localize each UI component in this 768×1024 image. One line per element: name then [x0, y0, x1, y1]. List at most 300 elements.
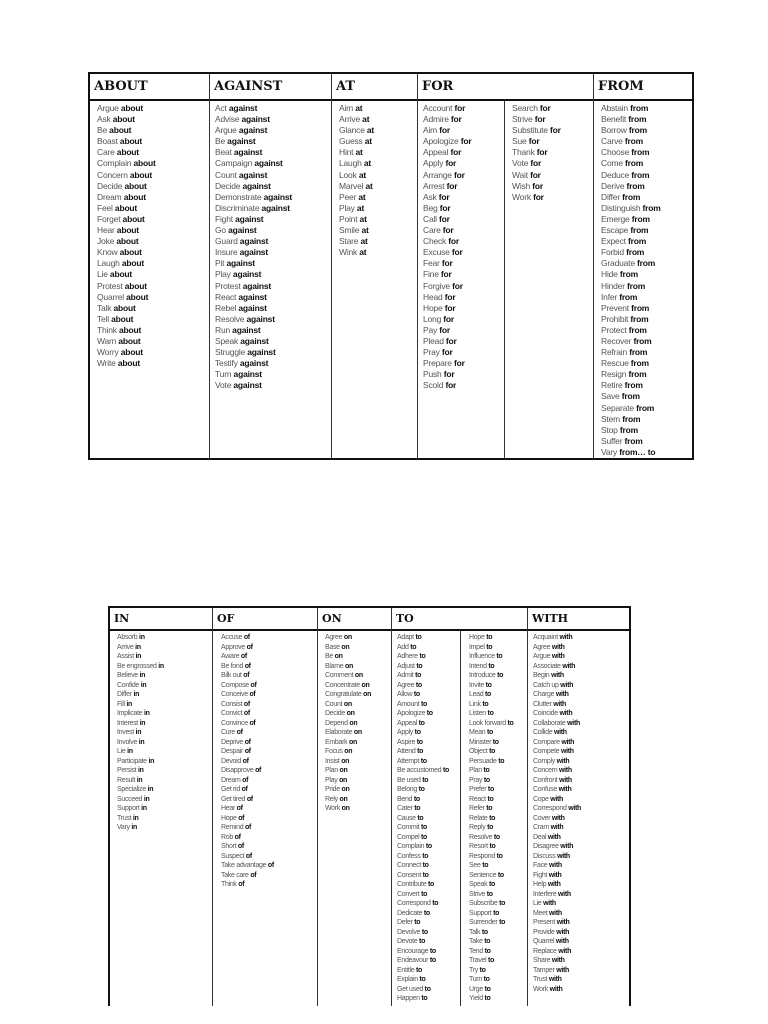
preposition: to	[492, 738, 499, 746]
list-item	[469, 633, 514, 643]
list-item	[339, 136, 374, 147]
verb: Save	[601, 391, 620, 402]
verb: Aspire	[397, 738, 416, 746]
list-item	[397, 747, 449, 757]
list-item	[97, 292, 156, 303]
header-from: FROM	[598, 79, 644, 94]
preposition: for	[533, 191, 544, 202]
preposition: for	[534, 114, 546, 125]
preposition: to	[489, 843, 496, 850]
verb: Intend	[469, 662, 487, 670]
list-item	[215, 369, 292, 380]
list-item	[397, 871, 449, 881]
list-item	[397, 757, 449, 767]
preposition: to	[416, 738, 423, 746]
list-item	[397, 738, 449, 748]
verb: Plead	[423, 335, 444, 346]
preposition: to	[422, 862, 429, 869]
preposition: to	[484, 985, 491, 993]
verb: Vote	[512, 158, 529, 169]
verb: Minister	[469, 738, 492, 746]
preposition: from	[628, 114, 647, 125]
list-item	[533, 662, 581, 672]
list-item	[601, 225, 661, 236]
list-item	[215, 125, 292, 136]
preposition: on	[346, 710, 355, 717]
list-item	[533, 690, 581, 700]
list-item	[601, 403, 661, 414]
list-item	[533, 928, 581, 938]
verb: Hint	[339, 147, 354, 158]
list-item	[97, 158, 156, 169]
header-at: AT	[336, 79, 356, 94]
list-item	[533, 643, 581, 653]
preposition: on	[348, 738, 357, 746]
verb: Complain	[97, 158, 132, 169]
list-item	[221, 719, 274, 729]
verb: Look	[339, 169, 357, 180]
list-item	[533, 909, 581, 919]
preposition: from	[622, 191, 641, 202]
preposition: from	[619, 291, 638, 302]
preposition: with	[548, 871, 562, 879]
verb: Protest	[215, 280, 241, 291]
verb: Add	[397, 643, 409, 651]
in-column	[117, 633, 164, 833]
verb: Arrange	[423, 169, 452, 180]
preposition: to	[419, 653, 426, 660]
preposition: from	[626, 180, 645, 191]
list-item	[397, 975, 449, 985]
list-item	[469, 842, 514, 852]
verb: Graduate	[601, 258, 635, 269]
verb: Protect	[601, 324, 627, 335]
preposition: about	[120, 103, 143, 113]
preposition: at	[359, 213, 367, 224]
verb: Talk	[97, 302, 112, 313]
list-item	[469, 814, 514, 824]
preposition: with	[559, 776, 572, 784]
list-item	[325, 719, 371, 729]
verb: Entitle	[397, 966, 415, 974]
verb: Excuse	[423, 247, 450, 258]
list-item	[221, 671, 274, 681]
verb: Complain	[397, 843, 425, 850]
verb: Work	[533, 985, 549, 993]
verb: Introduce	[469, 672, 496, 679]
verb: Base	[325, 643, 340, 651]
verb: Arrive	[339, 114, 360, 125]
preposition: from	[626, 247, 645, 258]
list-item	[533, 861, 581, 871]
preposition: in	[141, 805, 147, 812]
list-item	[601, 158, 661, 169]
verb: Allow	[397, 691, 413, 698]
list-item	[397, 681, 449, 691]
list-item	[397, 928, 449, 938]
preposition: about	[118, 335, 141, 346]
column-divider	[391, 608, 392, 1006]
list-item	[397, 719, 449, 729]
verb: Stare	[339, 236, 359, 247]
verb: Short	[221, 843, 237, 850]
preposition: to	[486, 805, 493, 812]
preposition: with	[560, 748, 574, 755]
verb: Hope	[423, 302, 443, 313]
verb: Present	[533, 919, 556, 926]
verb: Deal	[533, 833, 547, 841]
preposition: in	[135, 643, 141, 651]
verb: Hear	[221, 805, 235, 812]
verb: Smile	[339, 225, 360, 236]
verb: Count	[215, 169, 237, 180]
list-item	[423, 281, 471, 292]
preposition: about	[109, 125, 132, 136]
verb: Prevent	[601, 302, 629, 313]
verb: Refrain	[601, 347, 628, 358]
preposition: in	[140, 681, 147, 689]
list-item	[221, 757, 274, 767]
verb: React	[469, 795, 486, 803]
list-item	[397, 947, 449, 957]
list-item	[325, 795, 371, 805]
preposition: against	[232, 269, 262, 280]
list-item	[97, 358, 156, 369]
preposition: with	[558, 947, 572, 955]
list-item	[533, 937, 581, 947]
verb: Look forward	[469, 719, 506, 727]
preposition: to	[483, 767, 490, 774]
list-item	[469, 728, 514, 738]
preposition: to	[486, 634, 493, 641]
verb: Associate	[533, 662, 561, 670]
verb: Rescue	[601, 358, 629, 369]
verb: Correspond	[533, 805, 567, 812]
verb: Decide	[97, 180, 123, 191]
preposition: for	[450, 114, 462, 125]
verb: Strive	[512, 114, 533, 125]
preposition: about	[116, 236, 139, 247]
verb: Connect	[397, 862, 421, 869]
verb: Cram	[533, 824, 549, 831]
list-item	[469, 823, 514, 833]
preposition: in	[127, 748, 133, 755]
preposition: about	[109, 269, 133, 280]
list-item	[97, 181, 156, 192]
preposition: in	[147, 786, 154, 793]
list-item	[221, 681, 274, 691]
preposition: to	[486, 643, 493, 651]
verb: Compose	[221, 681, 249, 689]
verb: Persist	[117, 767, 137, 774]
preposition: on	[361, 681, 370, 689]
preposition: for	[442, 225, 454, 236]
preposition: against	[241, 114, 270, 125]
list-item	[397, 956, 449, 966]
verb: Lie	[117, 748, 126, 755]
list-item	[469, 994, 514, 1004]
list-item	[117, 681, 164, 691]
list-item	[215, 247, 292, 258]
preposition: of	[243, 672, 250, 679]
list-item	[601, 425, 661, 436]
verb: Guess	[339, 136, 363, 147]
preposition: for	[444, 291, 456, 302]
preposition: to	[507, 719, 514, 727]
list-item	[533, 956, 581, 966]
list-item	[601, 125, 661, 136]
list-item	[397, 880, 449, 890]
verb: Explain	[397, 976, 418, 983]
preposition: about	[129, 169, 153, 180]
list-item	[397, 814, 449, 824]
verb: Suffer	[601, 435, 623, 446]
preposition: from	[624, 380, 643, 391]
column-divider	[417, 74, 418, 458]
verb: Take care	[221, 871, 249, 879]
preposition: to	[421, 995, 428, 1002]
verb: Decide	[325, 710, 345, 717]
header-to: TO	[396, 612, 414, 625]
preposition: with	[553, 700, 566, 708]
list-item	[533, 757, 581, 767]
list-item	[533, 728, 581, 738]
verb: Hear	[97, 225, 115, 236]
verb: Tell	[97, 313, 109, 324]
verb: Aim	[339, 103, 354, 113]
preposition: for	[441, 258, 453, 269]
verb: Resolve	[215, 313, 245, 324]
preposition: with	[551, 643, 565, 651]
preposition: with	[551, 653, 565, 660]
list-item	[533, 842, 581, 852]
preposition: to	[420, 757, 427, 765]
preposition: to	[499, 919, 506, 926]
preposition: against	[233, 380, 262, 391]
verb: Aware	[221, 653, 240, 660]
list-item	[221, 871, 274, 881]
verb: Point	[339, 213, 358, 224]
preposition: from	[628, 324, 647, 335]
list-item	[325, 652, 371, 662]
verb: Push	[423, 369, 442, 380]
list-item	[601, 258, 661, 269]
verb: Confide	[117, 681, 140, 689]
list-item	[601, 203, 661, 214]
verb: Argue	[215, 125, 237, 136]
list-item	[423, 192, 471, 203]
preposition: to	[496, 653, 503, 660]
list-item	[423, 292, 471, 303]
verb: Infer	[601, 291, 618, 302]
verb: Be fond	[221, 662, 244, 670]
preposition: with	[549, 862, 562, 869]
list-item	[215, 103, 292, 114]
list-item	[339, 192, 374, 203]
verb: Apply	[423, 158, 444, 169]
preposition: against	[247, 347, 276, 358]
preposition: of	[246, 795, 253, 803]
preposition: of	[245, 852, 252, 860]
verb: Support	[469, 909, 492, 917]
list-item	[117, 709, 164, 719]
preposition: about	[116, 225, 139, 236]
preposition: against	[238, 125, 268, 136]
list-item	[423, 258, 471, 269]
verb: Try	[469, 966, 478, 974]
preposition: of	[240, 653, 247, 660]
verb: Stop	[601, 424, 618, 435]
list-item	[601, 292, 661, 303]
preposition: to	[487, 824, 494, 831]
list-item	[423, 136, 471, 147]
preposition: at	[366, 125, 375, 136]
list-item	[117, 823, 164, 833]
verb: Confess	[397, 852, 421, 860]
verb: Link	[469, 700, 481, 708]
verb: Call	[423, 213, 437, 224]
preposition: from	[619, 269, 638, 280]
list-item	[221, 785, 274, 795]
verb: Disapprove	[221, 767, 254, 774]
list-item	[97, 281, 156, 292]
list-item	[221, 738, 274, 748]
list-item	[423, 269, 471, 280]
verb: Fill	[117, 700, 125, 708]
preposition: to	[486, 729, 493, 736]
verb: Encourage	[397, 947, 429, 955]
preposition: with	[550, 795, 563, 803]
verb: Substitute	[512, 125, 548, 136]
list-item	[533, 709, 581, 719]
list-item	[97, 147, 156, 158]
list-item	[339, 158, 374, 169]
list-item	[397, 662, 449, 672]
verb: Admire	[423, 114, 449, 125]
preposition: for	[532, 180, 543, 191]
preposition: to	[416, 662, 423, 670]
preposition: from	[621, 391, 640, 402]
list-item	[339, 236, 374, 247]
preposition: against	[240, 335, 269, 346]
verb: Apply	[397, 729, 414, 736]
preposition: on	[353, 729, 362, 736]
verb: Plan	[325, 767, 338, 774]
preposition: with	[556, 919, 570, 926]
list-item	[221, 643, 274, 653]
to-column-2	[469, 633, 514, 1004]
verb: Rob	[221, 833, 233, 841]
verb: Catch up	[533, 681, 559, 689]
list-item	[397, 899, 449, 909]
list-item	[512, 125, 561, 136]
preposition: with	[559, 634, 573, 641]
list-item	[117, 662, 164, 672]
preposition: for	[446, 180, 458, 191]
preposition: against	[239, 247, 268, 258]
verb: Fine	[423, 269, 439, 280]
column-divider	[317, 608, 318, 1006]
list-item	[215, 236, 292, 247]
preposition: to	[417, 748, 424, 755]
preposition: about	[113, 302, 136, 313]
verb: Prefer	[469, 786, 487, 793]
verb: Confront	[533, 776, 558, 784]
verb: See	[469, 862, 481, 869]
preposition: to	[418, 786, 425, 793]
verb: Differ	[117, 691, 132, 698]
preposition: with	[557, 852, 570, 860]
preposition: for	[443, 313, 455, 324]
list-item	[533, 918, 581, 928]
verb: Bilk out	[221, 672, 242, 679]
preposition: from	[625, 158, 644, 169]
list-item	[221, 652, 274, 662]
verb: Peer	[339, 191, 357, 202]
preposition: of	[237, 843, 244, 850]
list-item	[117, 671, 164, 681]
list-item	[397, 700, 449, 710]
verb: Interfere	[533, 890, 557, 898]
preposition: on	[341, 786, 350, 793]
list-item	[339, 225, 374, 236]
verb: Cover	[533, 814, 551, 822]
list-item	[97, 103, 156, 114]
preposition: against	[233, 369, 262, 380]
preposition: about	[111, 313, 134, 324]
verb: Implicate	[117, 710, 143, 717]
list-item	[512, 136, 561, 147]
verb: Arrive	[117, 643, 134, 651]
verb: Coincide	[533, 710, 558, 717]
preposition: in	[143, 795, 150, 803]
preposition: in	[139, 719, 146, 727]
verb: Pay	[423, 324, 438, 335]
verb: Persuade	[469, 757, 497, 765]
verb: Appeal	[397, 719, 417, 727]
preposition: of	[255, 767, 262, 774]
list-item	[601, 358, 661, 369]
verb: Agree	[325, 634, 343, 641]
verb: Care	[423, 225, 441, 236]
list-item	[533, 776, 581, 786]
preposition: to	[414, 729, 421, 736]
list-item	[325, 709, 371, 719]
list-item	[397, 633, 449, 643]
preposition: of	[244, 738, 251, 746]
preposition: of	[236, 805, 243, 812]
preposition: about	[123, 191, 146, 202]
verb: Joke	[97, 236, 115, 247]
list-item	[423, 314, 471, 325]
list-item	[97, 114, 156, 125]
verb: Contribute	[397, 881, 427, 888]
preposition: at	[365, 180, 373, 191]
preposition: on	[349, 719, 358, 727]
list-item	[423, 125, 471, 136]
list-item	[397, 842, 449, 852]
verb: Elaborate	[325, 729, 353, 736]
preposition: for	[439, 213, 450, 224]
verb: Bend	[397, 795, 413, 803]
list-item	[601, 414, 661, 425]
list-item	[423, 158, 471, 169]
verb: Turn	[215, 369, 232, 380]
preposition: on	[363, 691, 372, 698]
verb: Absorb	[117, 634, 138, 641]
list-item	[215, 203, 292, 214]
preposition: in	[148, 757, 155, 765]
